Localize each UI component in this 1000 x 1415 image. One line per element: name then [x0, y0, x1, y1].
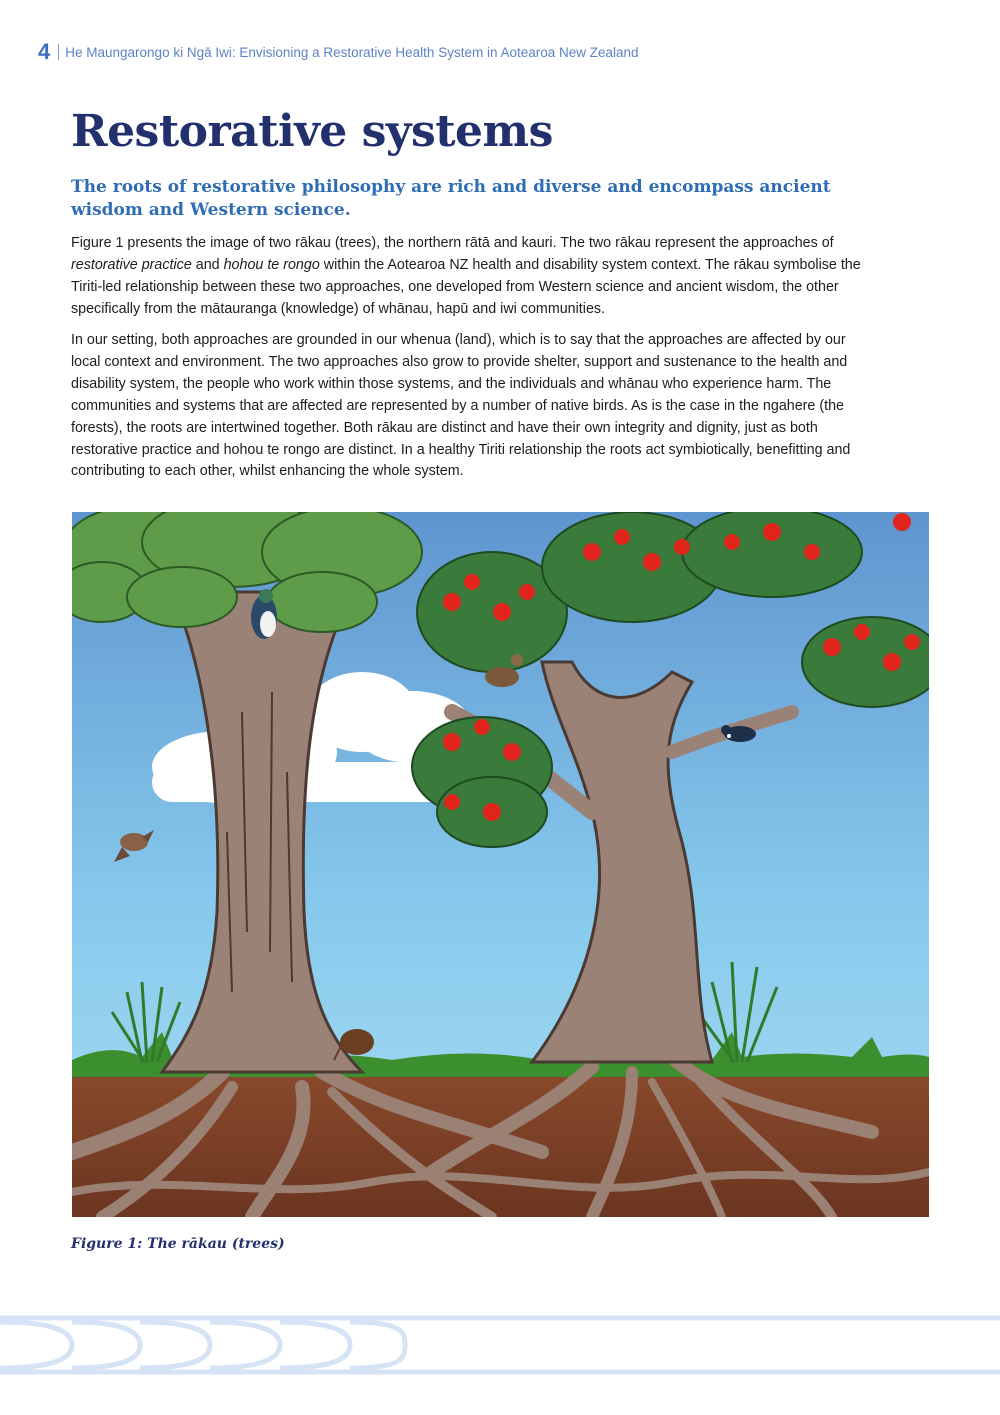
publication-title: He Maungarongo ki Ngā Iwi: Envisioning a Restorative Health System in Aotearoa New Zealand [65, 44, 639, 60]
footer-decoration [0, 1310, 1000, 1380]
body-paragraph-1 [71, 233, 861, 321]
p1-text-a: Figure 1 presents the image of two rākau (trees), the northern rātā and kauri. The two rākau represent the approaches of [71, 235, 834, 251]
section-subtitle: The roots of restorative philosophy are rich and diverse and encompass ancient wisdom and Western science. [71, 177, 831, 220]
p1-text-b: and [191, 256, 224, 273]
p1-text-c: within the Aotearoa NZ health and disability system context. The rākau symbolise the Tiriti-led relationship between these two approaches, one developed from Western science and ancient wisdom, the other specifically from the mātauranga (knowledge) of whānau, hapū and iwi communities. [71, 256, 861, 317]
figure-caption: Figure 1: The rākau (trees) [71, 1236, 285, 1252]
figure-trees-illustration [72, 512, 929, 1217]
body-paragraph-2: In our setting, both approaches are grounded in our whenua (land), which is to say that the approaches are affected by our local context and environment. The two approaches also grow to provide shelter, support and sustenance to the health and disability system, the people who work within those systems, and the individuals and whānau who experience harm. The communities and systems that are affected are represented by a number of native birds. As is the case in the ngahere (the forests), the roots are intertwined together. Both rākau are distinct and have their own integrity and dignity, just as both restorative practice and hohou te rongo are distinct. In a healthy Tiriti relationship the roots act symbiotically, benefitting and contributing to each other, whilst enhancing the whole system. [71, 332, 851, 480]
running-header [38, 38, 639, 66]
p1-emphasis-restorative-practice: restorative practice [71, 256, 192, 273]
p1-emphasis-hohou-te-rongo: hohou te rongo [223, 256, 320, 273]
page-title: Restorative systems [71, 106, 553, 157]
page-number: 4 [38, 39, 51, 64]
header-divider [58, 44, 59, 60]
